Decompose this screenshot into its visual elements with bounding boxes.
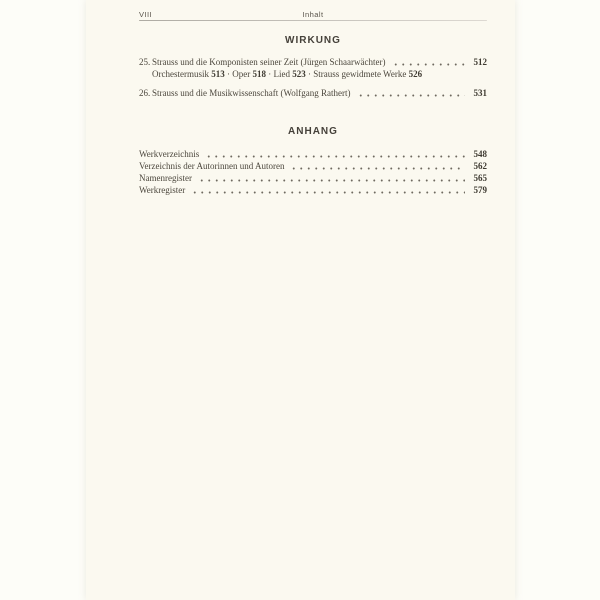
running-title: Inhalt	[302, 10, 324, 19]
entry-title: Strauss und die Komponisten seiner Zeit (Jürgen Schaarwächter)	[152, 57, 386, 67]
entry-title: Werkverzeichnis	[139, 149, 200, 159]
entry-page-number: 531	[473, 88, 487, 98]
dot-leader	[198, 179, 465, 182]
section-heading-anhang: ANHANG	[288, 126, 338, 137]
toc-entry-werkverzeichnis	[139, 149, 487, 160]
toc-entry-namenregister	[139, 173, 487, 184]
entry-page-number: 548	[473, 149, 487, 159]
dot-leader	[357, 94, 466, 97]
section-heading-wirkung: WIRKUNG	[285, 35, 341, 46]
entry-number: 26.	[139, 88, 151, 98]
entry-title: Verzeichnis der Autorinnen und Autoren	[139, 161, 285, 171]
dot-leader	[205, 155, 465, 158]
entry-title: Namenregister	[139, 173, 192, 183]
entry-page-number: 512	[473, 57, 487, 67]
entry-page-number: 565	[473, 173, 487, 183]
dot-leader	[290, 167, 465, 170]
entry-title: Werkregister	[139, 185, 186, 195]
toc-entry-verzeichnis-autoren	[139, 161, 487, 172]
book-page	[86, 0, 515, 600]
toc-entry-25-subline: Orchestermusik 513 · Oper 518 · Lied 523 · Strauss gewidmete Werke 526	[152, 69, 423, 79]
toc-entry-25	[139, 57, 487, 68]
entry-number: 25.	[139, 57, 151, 67]
dot-leader	[191, 191, 465, 194]
folio-page-number: VIII	[139, 10, 152, 19]
entry-page-number: 579	[473, 185, 487, 195]
toc-entry-werkregister	[139, 185, 487, 196]
dot-leader	[392, 63, 465, 66]
entry-title: Strauss und die Musikwissenschaft (Wolfgang Rathert)	[152, 88, 351, 98]
entry-page-number: 562	[473, 161, 487, 171]
page-content	[139, 0, 487, 600]
running-head	[139, 10, 487, 20]
toc-entry-26	[139, 88, 487, 99]
header-rule	[139, 20, 487, 21]
